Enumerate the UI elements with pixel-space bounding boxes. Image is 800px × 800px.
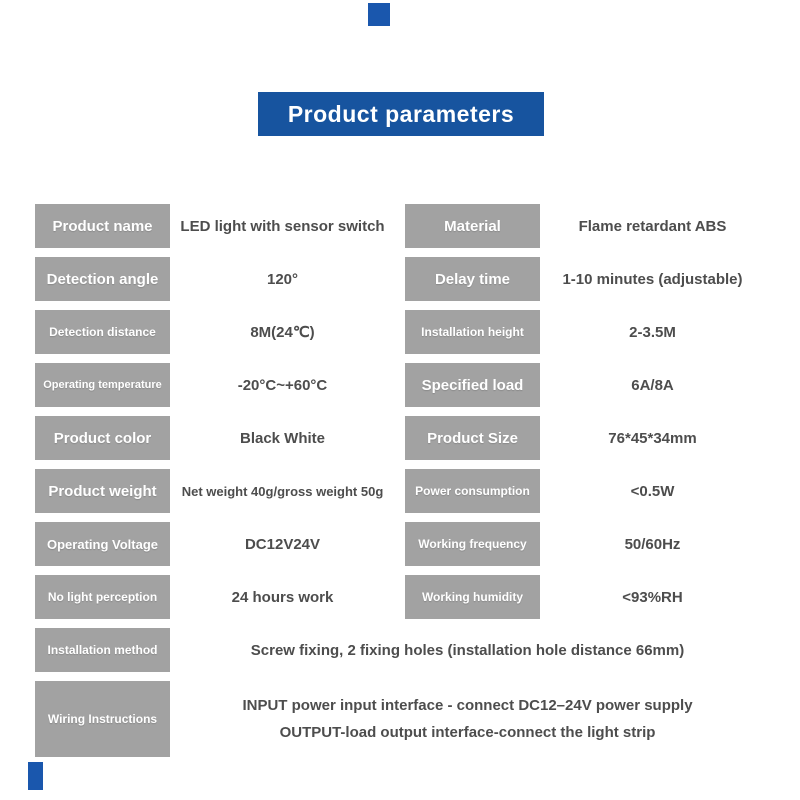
table-row	[35, 575, 765, 619]
param-value: 76*45*34mm	[608, 429, 697, 447]
param-value: 24 hours work	[231, 588, 334, 606]
table-row	[35, 257, 765, 301]
param-value: Flame retardant ABS	[578, 217, 727, 235]
bottom-blue-decoration	[28, 762, 43, 790]
param-label: Specified load	[405, 363, 540, 407]
param-label: Product color	[35, 416, 170, 460]
table-row	[35, 363, 765, 407]
table-row-full	[35, 628, 765, 672]
param-value: 2-3.5M	[629, 323, 676, 341]
param-value: <93%RH	[622, 588, 683, 606]
param-value: 1-10 minutes (adjustable)	[562, 270, 743, 288]
param-label: Working frequency	[405, 522, 540, 566]
product-parameters-table	[35, 204, 765, 757]
param-value: 50/60Hz	[624, 535, 681, 553]
param-value-line: OUTPUT-load output interface-connect the light strip	[279, 724, 656, 741]
param-label: Material	[405, 204, 540, 248]
param-value: LED light with sensor switch	[180, 217, 385, 235]
param-label: Wiring Instructions	[35, 681, 170, 757]
param-label: Operating Voltage	[35, 522, 170, 566]
param-label: Delay time	[405, 257, 540, 301]
param-label: No light perception	[35, 575, 170, 619]
param-value-line: INPUT power input interface - connect DC12–24V power supply	[242, 697, 693, 714]
param-value: 120°	[266, 270, 299, 288]
param-label: Operating temperature	[35, 363, 170, 407]
param-label: Product weight	[35, 469, 170, 513]
param-value: <0.5W	[630, 482, 675, 500]
table-row	[35, 522, 765, 566]
param-value: 8M(24℃)	[250, 324, 315, 341]
top-blue-decoration	[368, 3, 390, 26]
param-value: 6A/8A	[631, 376, 674, 394]
param-label: Product Size	[405, 416, 540, 460]
param-label: Detection angle	[35, 257, 170, 301]
param-label: Installation method	[35, 628, 170, 672]
param-label: Installation height	[405, 310, 540, 354]
param-label: Working humidity	[405, 575, 540, 619]
table-row-full	[35, 681, 765, 757]
table-row	[35, 310, 765, 354]
param-value: Black White	[239, 429, 326, 447]
table-row	[35, 204, 765, 248]
param-label: Detection distance	[35, 310, 170, 354]
param-value: -20°C~+60°C	[237, 376, 328, 394]
param-value: DC12V24V	[244, 535, 321, 553]
param-label: Product name	[35, 204, 170, 248]
param-value	[170, 681, 765, 757]
table-row	[35, 416, 765, 460]
param-value: Screw fixing, 2 fixing holes (installation hole distance 66mm)	[250, 641, 685, 659]
param-value: Net weight 40g/gross weight 50g	[181, 483, 384, 499]
param-label: Power consumption	[405, 469, 540, 513]
page-title: Product parameters	[258, 92, 544, 136]
table-row	[35, 469, 765, 513]
